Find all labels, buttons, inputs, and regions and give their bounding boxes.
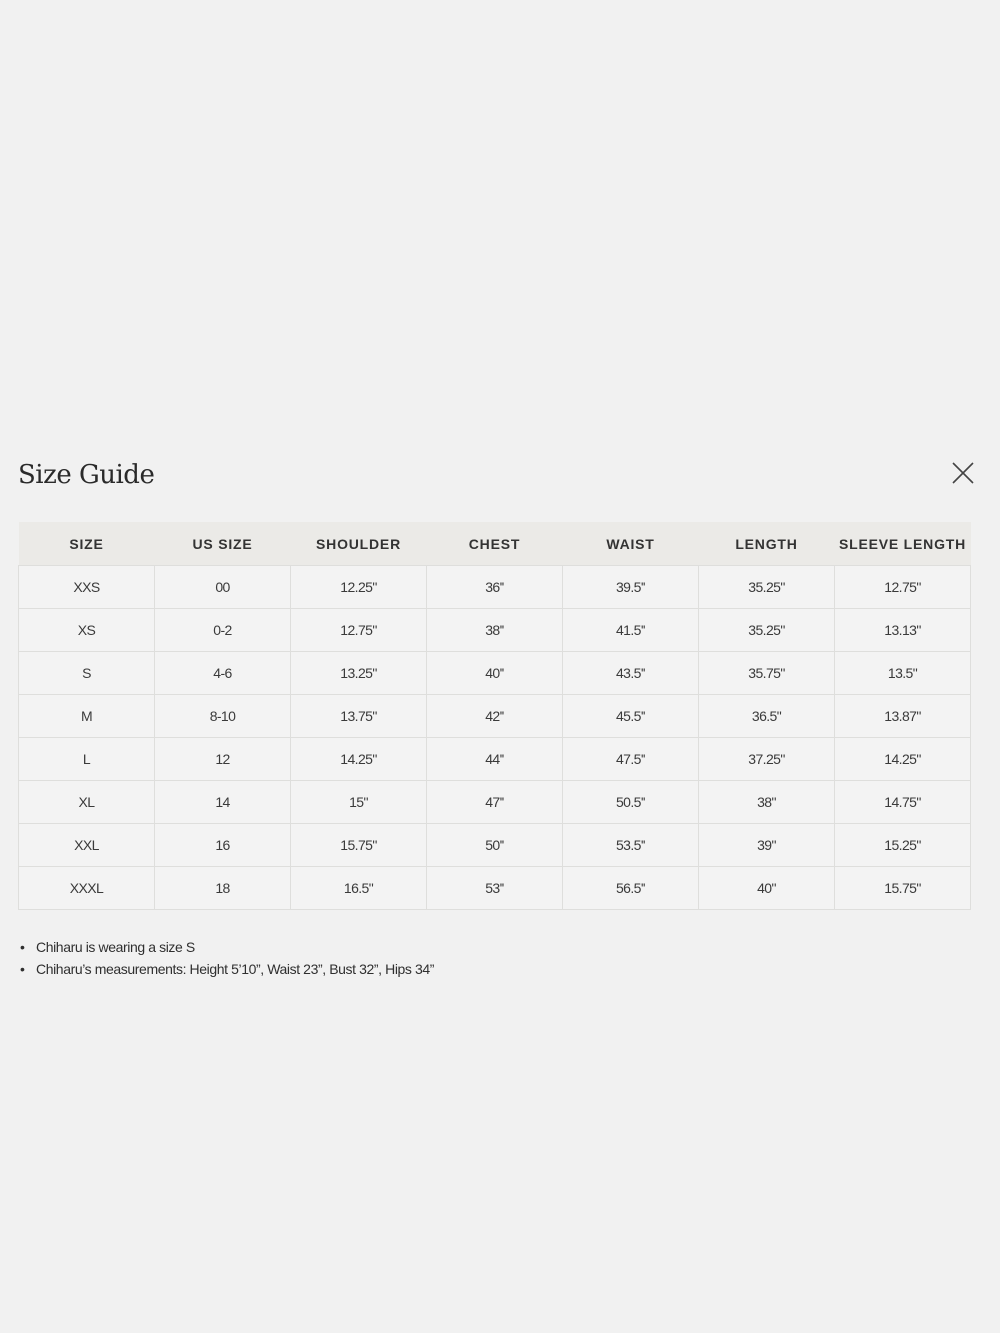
column-header-size: SIZE: [19, 522, 155, 566]
cell-us-size: 14: [155, 781, 291, 824]
cell-shoulder: 13.25": [291, 652, 427, 695]
cell-sleeve-length: 13.5": [835, 652, 971, 695]
cell-us-size: 12: [155, 738, 291, 781]
cell-waist: 45.5'': [563, 695, 699, 738]
cell-chest: 36'': [427, 566, 563, 609]
cell-size: XL: [19, 781, 155, 824]
cell-shoulder: 15.75": [291, 824, 427, 867]
cell-us-size: 0-2: [155, 609, 291, 652]
cell-length: 35.75": [699, 652, 835, 695]
table-row: [19, 824, 971, 867]
table-row: [19, 566, 971, 609]
cell-us-size: 8-10: [155, 695, 291, 738]
cell-size: XXS: [19, 566, 155, 609]
cell-sleeve-length: 15.75": [835, 867, 971, 910]
table-row: [19, 695, 971, 738]
column-header-sleeve-length: SLEEVE LENGTH: [835, 522, 971, 566]
cell-waist: 39.5'': [563, 566, 699, 609]
column-header-shoulder: SHOULDER: [291, 522, 427, 566]
cell-size: XXXL: [19, 867, 155, 910]
table-row: [19, 867, 971, 910]
cell-chest: 53'': [427, 867, 563, 910]
list-item: [18, 958, 434, 980]
cell-length: 38": [699, 781, 835, 824]
close-button[interactable]: [946, 456, 980, 490]
cell-sleeve-length: 15.25": [835, 824, 971, 867]
note-text: Chiharu’s measurements: Height 5’10”, Waist 23”, Bust 32”, Hips 34”: [36, 961, 435, 977]
cell-sleeve-length: 14.25": [835, 738, 971, 781]
cell-chest: 38'': [427, 609, 563, 652]
cell-waist: 47.5'': [563, 738, 699, 781]
modal-title: Size Guide: [18, 460, 155, 490]
table-row: [19, 738, 971, 781]
cell-length: 39": [699, 824, 835, 867]
cell-length: 37.25": [699, 738, 835, 781]
cell-size: L: [19, 738, 155, 781]
cell-waist: 41.5'': [563, 609, 699, 652]
column-header-chest: CHEST: [427, 522, 563, 566]
cell-size: XS: [19, 609, 155, 652]
cell-shoulder: 12.75": [291, 609, 427, 652]
cell-length: 35.25": [699, 609, 835, 652]
column-header-length: LENGTH: [699, 522, 835, 566]
column-header-us-size: US SIZE: [155, 522, 291, 566]
cell-chest: 44'': [427, 738, 563, 781]
column-header-waist: WAIST: [563, 522, 699, 566]
cell-sleeve-length: 14.75": [835, 781, 971, 824]
cell-us-size: 16: [155, 824, 291, 867]
cell-shoulder: 14.25": [291, 738, 427, 781]
cell-size: XXL: [19, 824, 155, 867]
close-icon: [952, 462, 974, 484]
cell-us-size: 00: [155, 566, 291, 609]
cell-shoulder: 13.75": [291, 695, 427, 738]
cell-shoulder: 16.5": [291, 867, 427, 910]
table-row: [19, 609, 971, 652]
cell-size: S: [19, 652, 155, 695]
table-row: [19, 652, 971, 695]
bullet-icon: •: [20, 939, 25, 955]
cell-sleeve-length: 13.13": [835, 609, 971, 652]
cell-length: 35.25": [699, 566, 835, 609]
list-item: [18, 936, 434, 958]
cell-shoulder: 15": [291, 781, 427, 824]
cell-shoulder: 12.25": [291, 566, 427, 609]
cell-us-size: 18: [155, 867, 291, 910]
cell-waist: 56.5'': [563, 867, 699, 910]
cell-waist: 50.5'': [563, 781, 699, 824]
size-table: [18, 522, 971, 910]
cell-us-size: 4-6: [155, 652, 291, 695]
cell-chest: 40'': [427, 652, 563, 695]
size-table-container: [18, 522, 971, 910]
cell-chest: 47'': [427, 781, 563, 824]
table-row: [19, 781, 971, 824]
cell-sleeve-length: 12.75": [835, 566, 971, 609]
model-notes-list: [18, 936, 434, 980]
cell-waist: 53.5'': [563, 824, 699, 867]
cell-sleeve-length: 13.87": [835, 695, 971, 738]
bullet-icon: •: [20, 961, 25, 977]
cell-length: 40": [699, 867, 835, 910]
table-header-row: [19, 522, 971, 566]
note-text: Chiharu is wearing a size S: [36, 939, 195, 955]
cell-chest: 42'': [427, 695, 563, 738]
cell-waist: 43.5'': [563, 652, 699, 695]
cell-length: 36.5": [699, 695, 835, 738]
cell-size: M: [19, 695, 155, 738]
cell-chest: 50'': [427, 824, 563, 867]
